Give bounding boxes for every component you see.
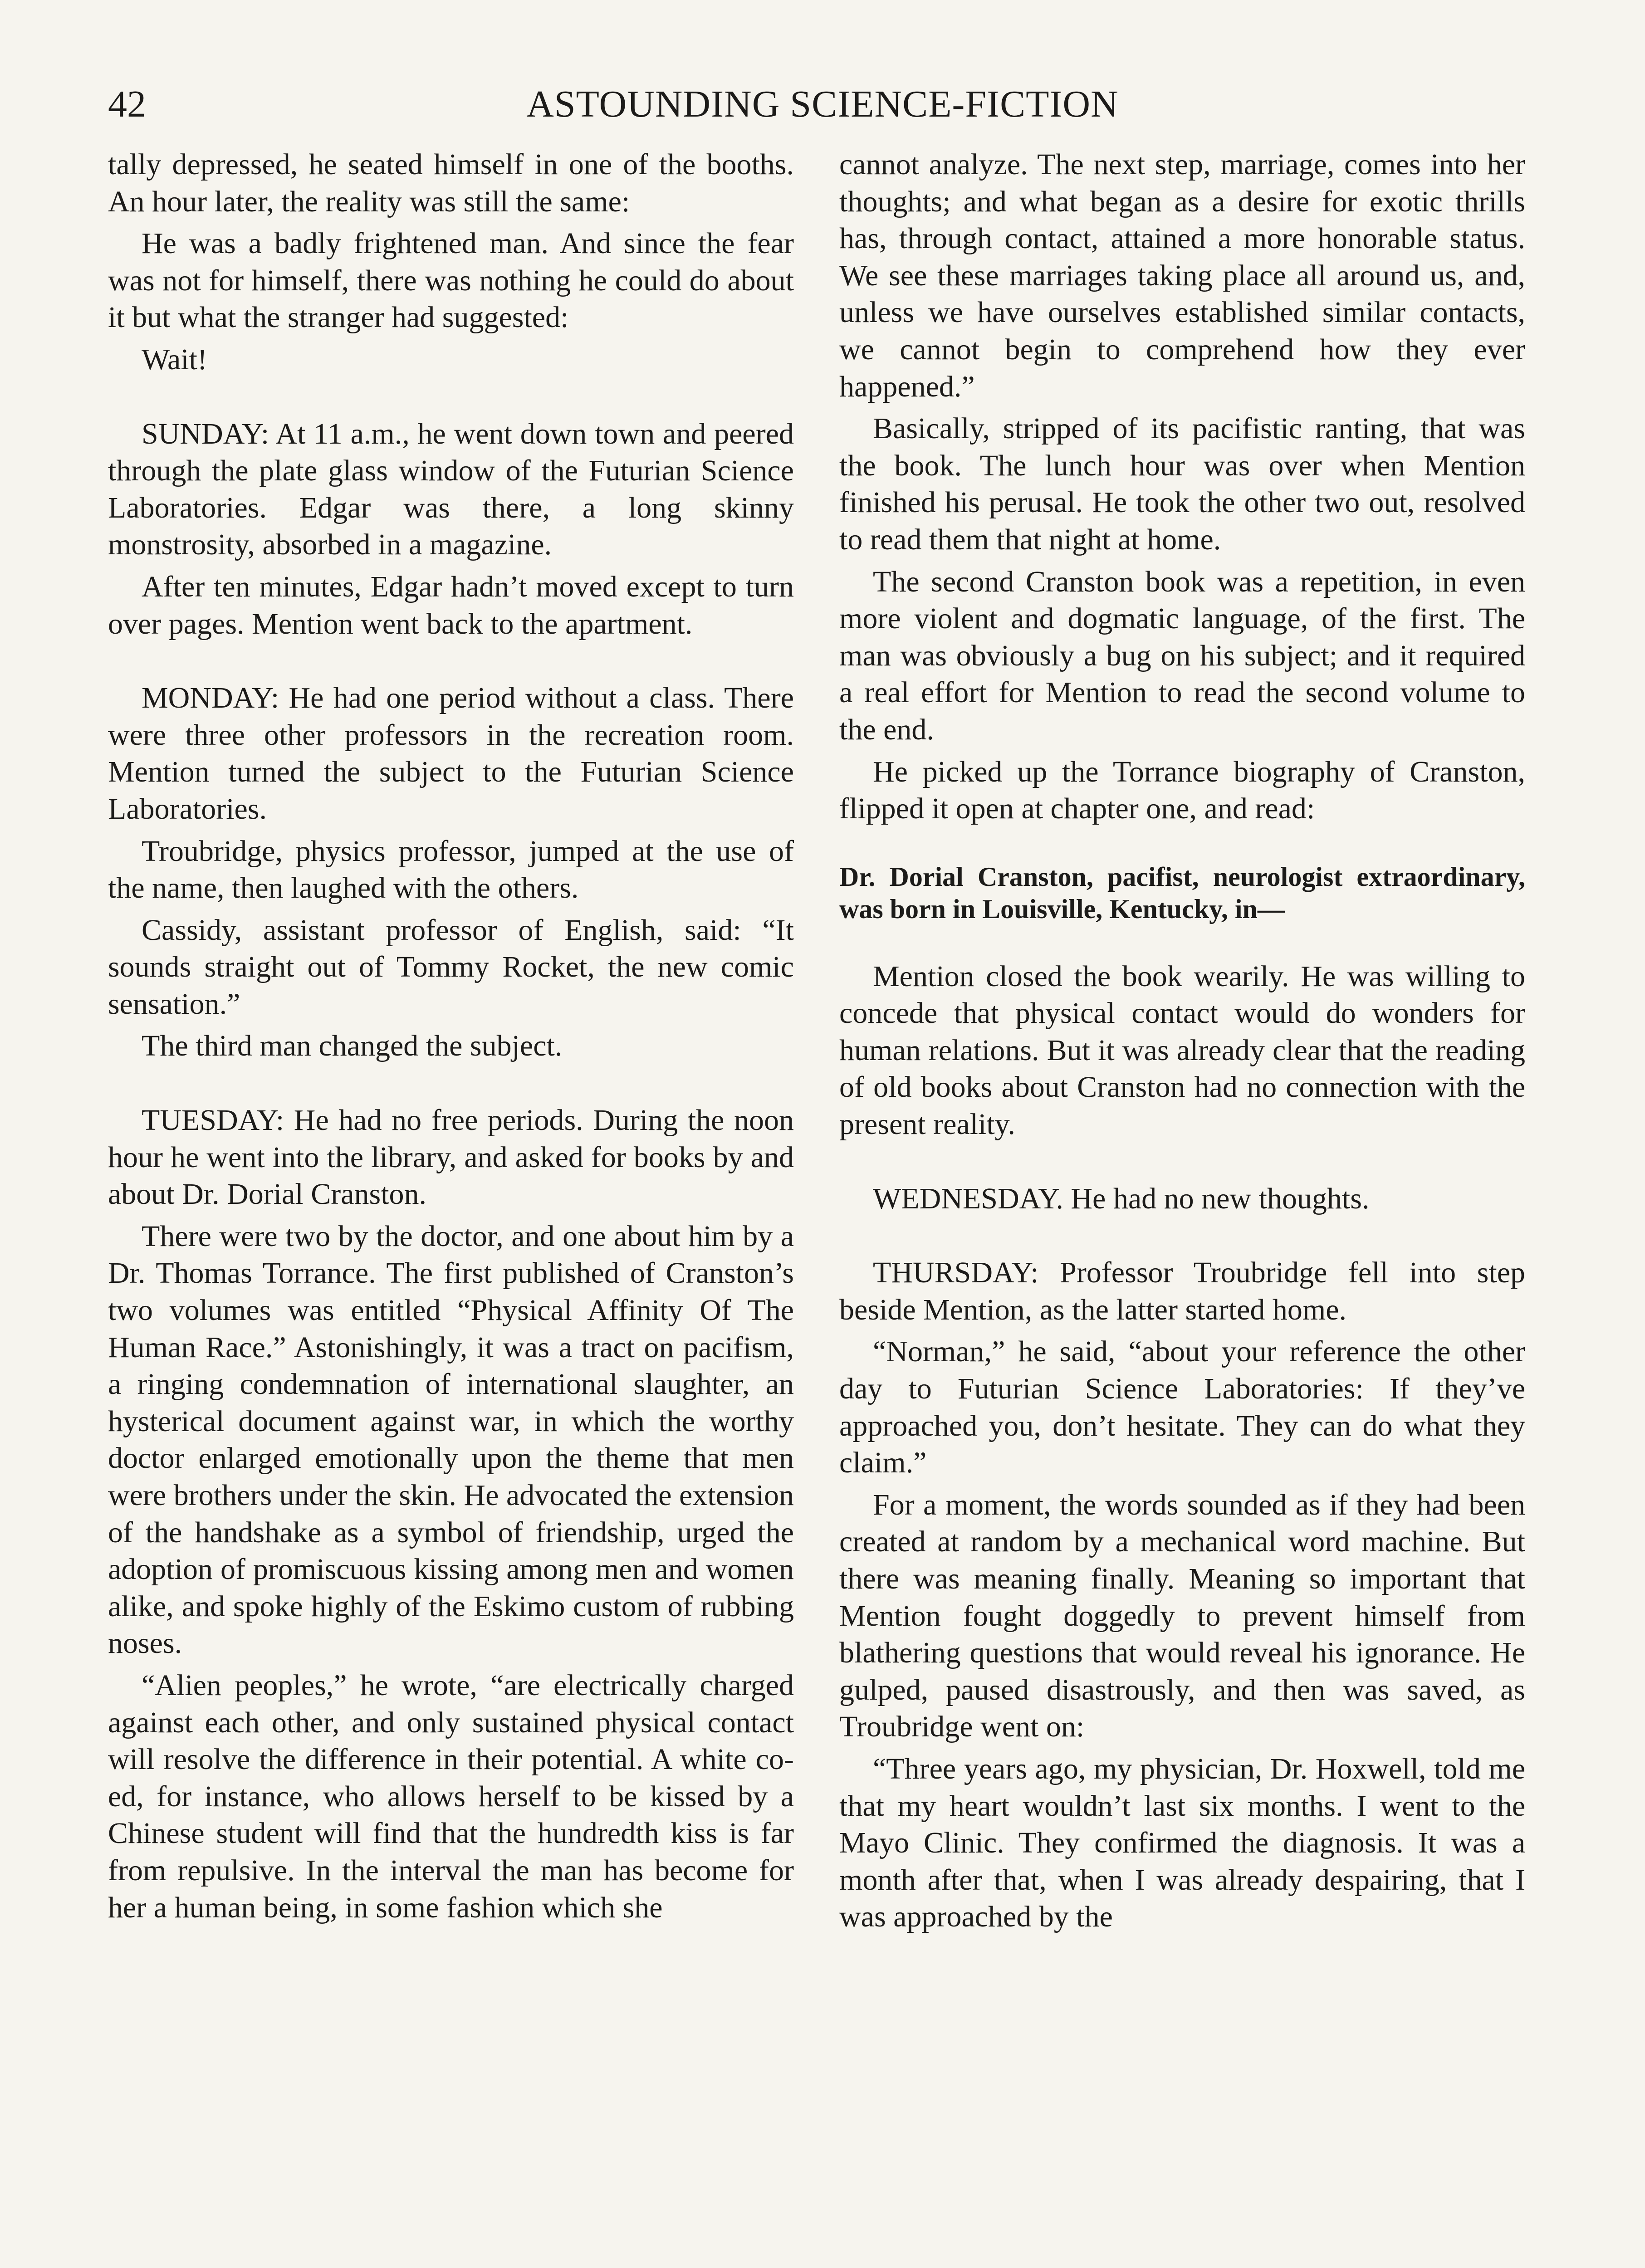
paragraph: cannot analyze. The next step, marriage, comes into her thoughts; and what began as a desire for exotic thrills has, through contact, attained a more honorable status. We see these marriages taking place all around us, and, unless we have ourselves established similar contacts, we cannot begin to comprehend how they ever happened.” xyxy=(839,148,1525,403)
paragraph: There were two by the doctor, and one about him by a Dr. Thomas Torrance. The first published of Cranston’s two volumes was entitled “Physical Affinity Of The Human Race.” Astonishingly, it was a tract on pacifism, a ringing condemnation of international slaughter, an hysterical document against war, in which the worthy doctor enlarged emotionally upon the theme that men were brothers under the skin. He advocated the extension of the handshake as a symbol of friendship, urged the adoption of promiscuous kissing among men and women alike, and spoke highly of the Eskimo custom of rubbing noses. xyxy=(108,1219,794,1660)
paragraph: He picked up the Torrance biography of Cranston, flipped it open at chapter one, and read: xyxy=(839,755,1525,826)
paragraph: He was a badly frightened man. And since the fear was not for himself, there was nothing he could do about it but what the stranger had suggested: xyxy=(108,227,794,334)
section-paragraph-sunday: SUNDAY: At 11 a.m., he went down town and peered through the plate glass window of the Futurian Science Laboratories. Edgar was there, a long skinny monstrosity, absorbed in a magazine. xyxy=(108,417,794,562)
paragraph: “Norman,” he said, “about your reference the other day to Futurian Science Laboratories: If they’ve approached you, don’t hesitate. They can do what they claim.” xyxy=(839,1335,1525,1480)
section-paragraph-wednesday: WEDNESDAY. He had no new thoughts. xyxy=(873,1182,1370,1215)
paragraph: The second Cranston book was a repetition, in even more violent and dogmatic language, of the first. The man was obviously a bug on his subject; and it required a real effort for Mention to read the second volume to the end. xyxy=(839,565,1525,746)
paragraph: The third man changed the subject. xyxy=(142,1029,563,1063)
paragraph: Mention closed the book wearily. He was willing to concede that physical contact would do wonders for human relations. But it was already clear that the reading of old books about Cranston had no connection with the present reality. xyxy=(839,959,1525,1141)
section-paragraph-monday: MONDAY: He had one period without a class. There were three other professors in the recreation room. Mention turned the subject to the Futurian Science Laboratories. xyxy=(108,681,794,826)
book-quote: Dr. Dorial Cranston, pacifist, neurologist extraordinary, was born in Louisville, Kentucky, in— xyxy=(839,861,1525,924)
paragraph: After ten minutes, Edgar hadn’t moved except to turn over pages. Mention went back to the apartment. xyxy=(108,570,794,640)
right-column xyxy=(839,146,1525,1941)
magazine-title: ASTOUNDING SCIENCE-FICTION xyxy=(526,83,1119,125)
section-paragraph-tuesday: TUESDAY: He had no free periods. During the noon hour he went into the library, and asked for books by and about Dr. Dorial Cranston. xyxy=(108,1104,794,1211)
paragraph: For a moment, the words sounded as if they had been created at random by a mechanical word machine. But there was meaning finally. Meaning so important that Mention fought doggedly to prevent himself from blathering questions that would reveal his ignorance. He gulped, paused disastrously, and then was saved, as Troubridge went on: xyxy=(839,1488,1525,1744)
paragraph: tally depressed, he seated himself in one of the booths. An hour later, the reality was still the same: xyxy=(108,148,794,218)
paragraph: “Three years ago, my physician, Dr. Hoxwell, told me that my heart wouldn’t last six months. I went to the Mayo Clinic. They confirmed the diagnosis. It was a month after that, when I was already despairing, that I was approached by the xyxy=(839,1752,1525,1934)
paragraph: Wait! xyxy=(142,342,207,376)
paragraph: Cassidy, assistant professor of English, said: “It sounds straight out of Tommy Rocket, the new comic sensation.” xyxy=(108,913,794,1021)
paragraph: Troubridge, physics professor, jumped at the use of the name, then laughed with the others. xyxy=(108,834,794,905)
page-header xyxy=(108,79,1537,134)
page-number: 42 xyxy=(108,83,146,125)
left-column xyxy=(108,146,794,1931)
section-paragraph-thursday: THURSDAY: Professor Troubridge fell into step beside Mention, as the latter started home. xyxy=(839,1256,1525,1326)
paragraph: Basically, stripped of its pacifistic ranting, that was the book. The lunch hour was over when Mention finished his perusal. He took the other two out, resolved to read them that night at home. xyxy=(839,412,1525,556)
paragraph: “Alien peoples,” he wrote, “are electrically charged against each other, and only sustained physical contact will resolve the difference in their potential. A white co-ed, for instance, who allows herself to be kissed by a Chinese student will find that the hundredth kiss is far from repulsive. In the interval the man has become for her a human being, in some fashion which she xyxy=(108,1668,794,1924)
